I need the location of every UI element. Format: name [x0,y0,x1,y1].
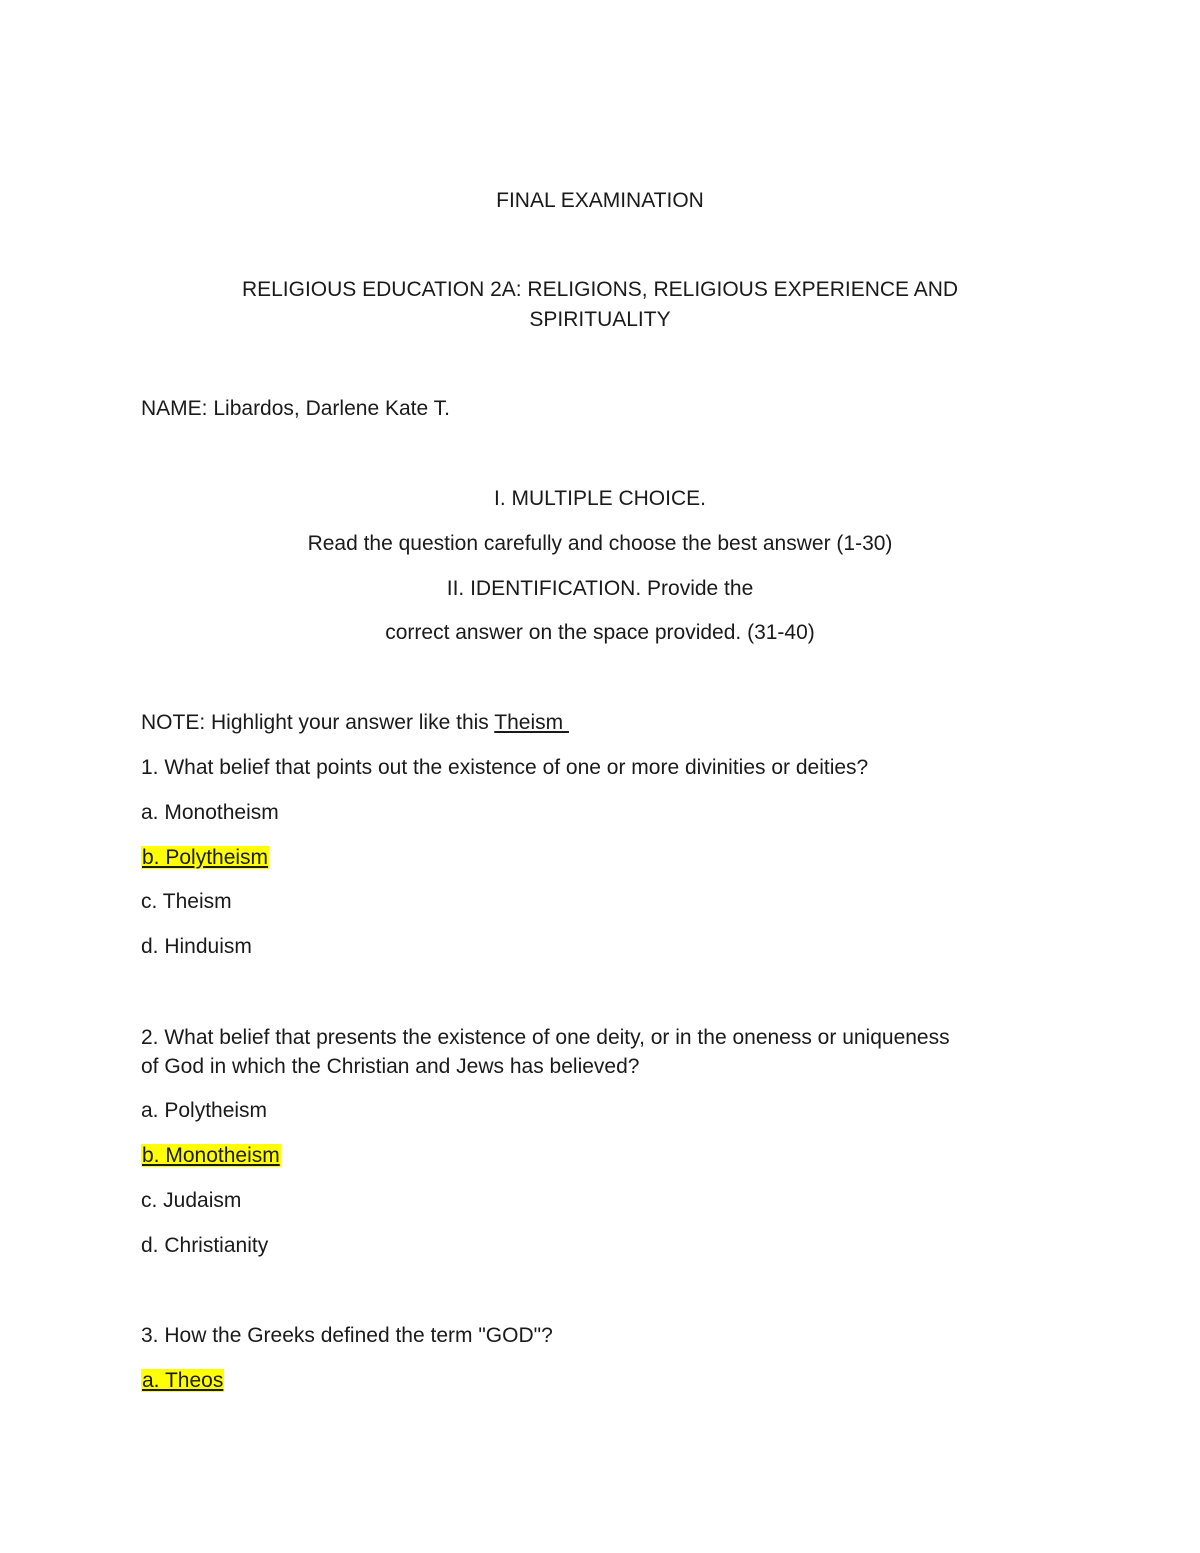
question-2-text-line2: of God in which the Christian and Jews has believed? [141,1055,640,1078]
exam-title: FINAL EXAMINATION [496,189,704,212]
question-2-option-a: a. Polytheism [141,1099,268,1122]
note-line [141,711,569,735]
note-text: NOTE: Highlight your answer like this [141,711,489,734]
part2-instructions: correct answer on the space provided. (31-40) [385,621,815,644]
question-1-option-a: a. Monotheism [141,801,279,824]
part1-title: I. MULTIPLE CHOICE. [494,487,706,510]
course-title-line1: RELIGIOUS EDUCATION 2A: RELIGIONS, RELIGIOUS EXPERIENCE AND [241,278,959,301]
part2-title: II. IDENTIFICATION. Provide the [446,577,754,600]
highlighted-answer: b. Monotheism [142,1144,280,1167]
question-2-text-line1: 2. What belief that presents the existence of one deity, or in the oneness or uniqueness [141,1026,950,1049]
name-label: NAME: [141,397,208,420]
course-title-line2: SPIRITUALITY [529,308,671,331]
question-1-option-c: c. Theism [141,890,232,913]
highlighted-answer: a. Theos [142,1369,224,1392]
question-2-option-d: d. Christianity [141,1234,269,1257]
part1-instructions: Read the question carefully and choose the best answer (1-30) [307,532,893,555]
student-name-line [141,397,450,421]
question-1-option-d: d. Hinduism [141,935,252,958]
question-1-text: 1. What belief that points out the existence of one or more divinities or deities? [141,756,869,779]
question-1-option-b [141,846,269,870]
highlighted-answer: b. Polytheism [142,846,269,869]
note-example: Theism [494,711,569,734]
question-3-option-a [141,1369,224,1393]
question-2-option-b [141,1144,281,1168]
question-2-option-c: c. Judaism [141,1189,242,1212]
question-3-text: 3. How the Greeks defined the term "GOD"? [141,1324,553,1347]
name-value: Libardos, Darlene Kate T. [213,397,450,420]
